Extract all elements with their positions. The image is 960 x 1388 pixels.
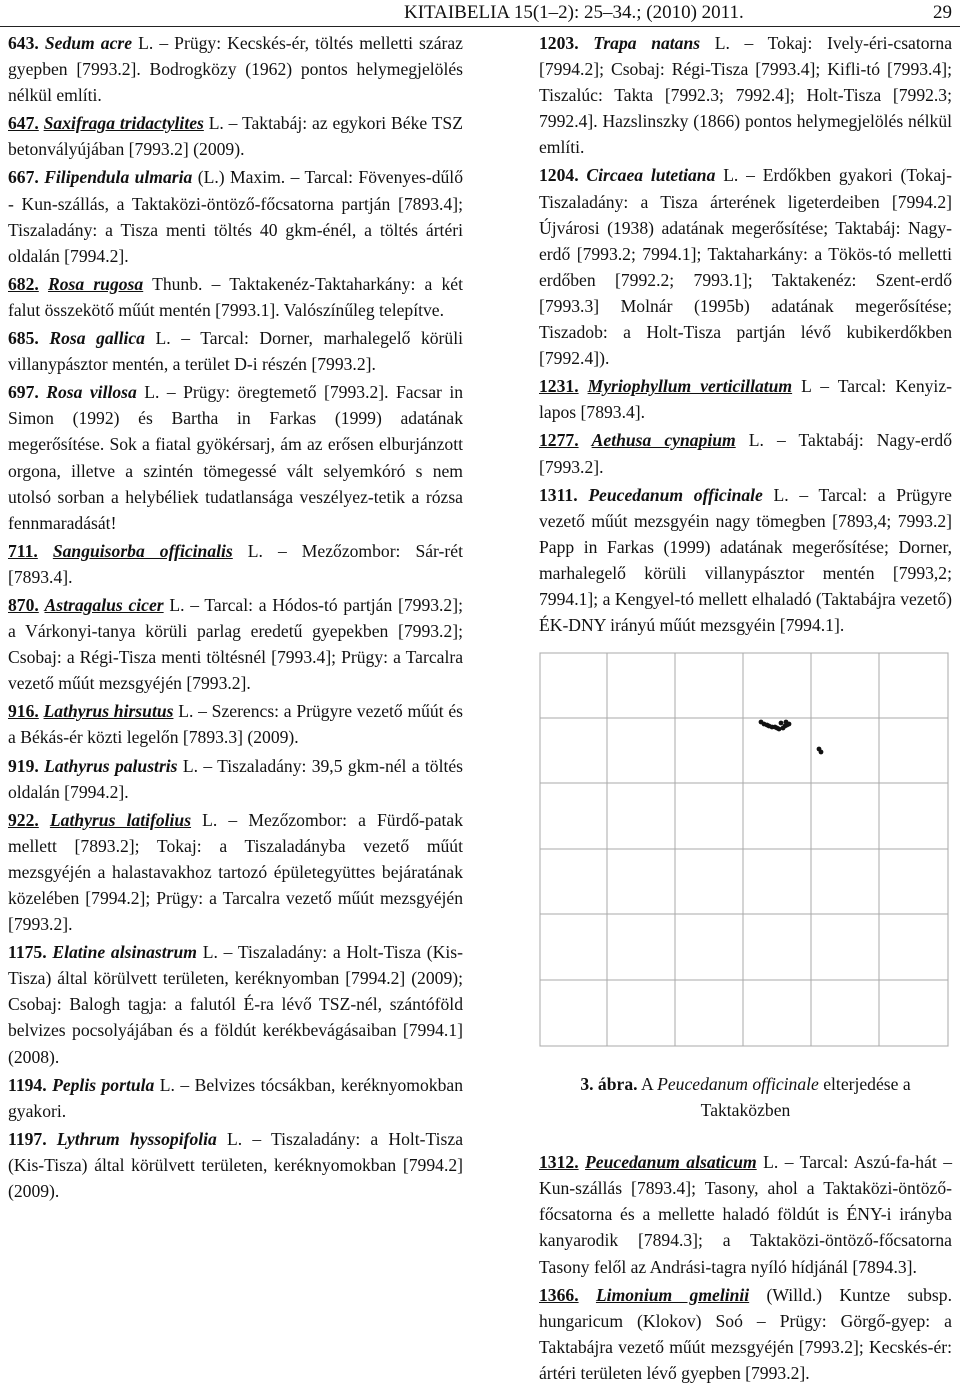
- species-name: Lathyrus palustris: [44, 755, 178, 776]
- species-entry: [539, 482, 952, 639]
- species-author: (L.) Maxim.: [197, 167, 286, 188]
- species-number: 1366.: [539, 1284, 579, 1305]
- species-number: 1312.: [539, 1152, 579, 1173]
- species-entry: [8, 271, 463, 323]
- species-number: 697.: [8, 382, 39, 403]
- species-number: 1277.: [539, 430, 579, 451]
- species-name: Myriophyllum verticillatum: [587, 376, 793, 397]
- species-name: Lathyrus latifolius: [49, 809, 192, 830]
- species-record: – Mezőzombor: Sár-rét [7893.4].: [8, 540, 463, 587]
- species-number: 1197.: [8, 1128, 47, 1149]
- species-author: L.: [144, 382, 160, 403]
- occurrence-dot: [779, 721, 784, 726]
- right-column-entries-top: [539, 30, 952, 638]
- species-name: Saxifraga tridactylites: [43, 113, 204, 134]
- species-name: Trapa natans: [593, 33, 701, 53]
- figure-caption-post: elterjedése a Taktaközben: [700, 1074, 911, 1121]
- species-record: – Tarcal: Aszú-fa-hát – Kun-szállás [7893.4]; Tasony, ahol a Taktaközi-öntöző-főcsatorna és a mellette haladó földút is ÉNY-i irányba kanyarodik [7894.3]; a Taktaközi-öntöző-főcsatorna Tasony felől az Andrási-tagra nyíló hídjánál [7894.3].: [539, 1152, 953, 1277]
- species-record: – Prügy: Kecskés-ér, töltés melletti száraz gyepben [7993.2]. Bodrogközy (1962) pontos helymegjelölés nélkül említi.: [8, 33, 463, 106]
- species-name: Rosa villosa: [46, 382, 137, 403]
- species-author: L.: [155, 328, 171, 349]
- species-entry: [8, 30, 463, 108]
- species-author: L.: [247, 540, 263, 561]
- species-name: Peucedanum officinale: [588, 484, 763, 505]
- species-record: – Taktabáj: az egykori Béke TSZ betonvályújában [7993.2] (2009).: [8, 113, 463, 160]
- species-name: Sanguisorba officinalis: [52, 540, 233, 561]
- species-author: L.: [227, 1128, 243, 1149]
- species-entry: [8, 164, 463, 268]
- species-entry: [8, 379, 463, 536]
- species-author: L.: [202, 809, 218, 830]
- figure-caption: [539, 1071, 952, 1123]
- species-record: – Tarcal: a Prügyre vezető műút mezsgyéin nagy tömegben [7893,4; 7993.2] Papp in Farkas (1999) adatának megerősítése; Dorner, marhalegelő körüli villanypásztor mentén [7993,2; 7994.1]; a Kengyel-tó mellett elhaladó (Taktabájra vezető) ÉK-DNY irányú műút mezsgyéin [7994.1].: [539, 484, 952, 636]
- journal-citation: KITAIBELIA 15(1–2): 25–34.; (2010) 2011.: [404, 2, 744, 23]
- species-name: Filipendula ulmaria: [44, 167, 193, 188]
- species-name: Peplis portula: [52, 1074, 155, 1095]
- species-entry: [8, 325, 463, 377]
- species-author: L.: [763, 1152, 779, 1173]
- species-entry: [8, 1126, 463, 1204]
- species-number: 922.: [8, 809, 39, 830]
- species-number: 1231.: [539, 376, 579, 397]
- species-author: L.: [178, 701, 194, 722]
- species-entry: [8, 1072, 463, 1124]
- species-record: – Tarcal: Kenyiz-lapos [7893.4].: [539, 376, 952, 423]
- species-name: Astragalus cicer: [44, 594, 164, 615]
- species-number: 916.: [8, 701, 39, 722]
- species-entry: [539, 1282, 952, 1386]
- figure-caption-pre: A: [640, 1074, 653, 1095]
- species-name: Sedum acre: [44, 33, 133, 53]
- right-column: [539, 30, 952, 1388]
- occurrence-dot: [777, 727, 782, 732]
- left-column: [8, 30, 463, 1206]
- species-name: Rosa gallica: [49, 328, 145, 349]
- occurrence-dot: [819, 750, 824, 755]
- species-number: 1204.: [539, 165, 579, 186]
- species-author: Thunb.: [152, 273, 203, 294]
- species-name: Circaea lutetiana: [586, 165, 716, 186]
- species-entry: [539, 373, 952, 425]
- species-record: – Tarcal: Fövenyes-dűlő - Kun-szállás, a Taktaközi-öntöző-főcsatorna partján [7893.4]; Tiszaladány: a Tisza menti töltés 40 gkm-énél, a töltés ártéri oldalán [7994.2].: [8, 167, 463, 266]
- species-author: L.: [748, 430, 764, 451]
- species-name: Aethusa cynapium: [591, 430, 736, 451]
- occurrence-dot: [784, 720, 789, 725]
- species-record: – Prügy: Görgő-gyep: a Taktabájra vezető műút mezsgyéjén [7993.2]; Kecskés-ér: ártéri területen lévő gyepben [7993.2].: [539, 1310, 952, 1383]
- species-entry: [8, 939, 463, 1069]
- species-entry: [8, 592, 463, 696]
- species-entry: [8, 753, 463, 805]
- species-record: – Taktabáj: Nagy-erdő [7993.2].: [539, 430, 953, 477]
- species-number: 1194.: [8, 1074, 47, 1095]
- species-record: – Tokaj: Ively-éri-csatorna [7994.2]; Csobaj: Régi-Tisza [7993.4]; Kifli-tó [7993.4]; Tiszalúc: Takta [7992.3; 7992.4]; Holt-Tisza [7992.3; 7992.4]. Hazslinszky (1866) pontos helymegjelölés nélkül említi.: [539, 33, 952, 158]
- species-record: – Mezőzombor: a Fürdő-patak mellett [7893.2]; Tokaj: a Tiszaladányba vezető műút mezsgyéjén a halastavakhoz tartozó épületegyüttes bejáratának közelében [7994.2]; Prügy: a Tarcalra vezető műút mezsgyéjén [7993.2].: [8, 809, 464, 935]
- distribution-map: [539, 652, 949, 1047]
- grid-map-svg: [539, 652, 949, 1047]
- species-number: 711.: [8, 540, 38, 561]
- species-number: 870.: [8, 594, 39, 615]
- species-entry: [8, 538, 463, 590]
- species-name: Peucedanum alsaticum: [585, 1152, 757, 1173]
- species-author: L: [801, 376, 812, 397]
- species-number: 685.: [8, 328, 39, 349]
- species-entry: [539, 30, 952, 160]
- species-record: – Tarcal: a Hódos-tó partján [7993.2]; a Várkonyi-tanya körüli parlag eredetű gyepekben [7993.2]; Csobaj: a Régi-Tisza menti töltésnél [7993.4]; Prügy: a Tarcalra vezető műút mezsgyéjén [7993.2].: [8, 594, 463, 694]
- species-author: L.: [169, 594, 185, 615]
- species-author: L.: [159, 1074, 175, 1095]
- running-header: [0, 0, 960, 27]
- species-number: 1175.: [8, 942, 47, 963]
- species-number: 643.: [8, 33, 39, 53]
- species-record: – Tiszaladány: a Holt-Tisza (Kis-Tisza) által körülvett területen, keréknyomban [7994.2] (2009); Csobaj: Balogh tagja: a falutól É-ra lévő TSZ-nél, szántóföld belvizes pocsolyájában és a földút kerékbevágásaiban [7994.1] (2008).: [8, 942, 463, 1067]
- species-author: (Willd.) Kuntze subsp. hungaricum (Klokov) Soó: [539, 1284, 952, 1331]
- species-name: Rosa rugosa: [47, 273, 144, 294]
- species-record: – Tiszaladány: a Holt-Tisza (Kis-Tisza) által körülvett területen, keréknyomokban [7994.2] (2009).: [8, 1128, 464, 1202]
- species-name: Elatine alsinastrum: [52, 942, 197, 963]
- species-number: 682.: [8, 273, 39, 294]
- species-record: – Szerencs: a Prügyre vezető műút és a Békás-ér közti legelőn [7893.3] (2009).: [8, 701, 464, 748]
- species-number: 919.: [8, 755, 39, 776]
- figure-label: 3. ábra.: [580, 1074, 638, 1095]
- species-author: L.: [773, 484, 789, 505]
- species-entry: [539, 162, 952, 371]
- species-record: – Erdőkben gyakori (Tokaj-Tiszaladány: a Tisza árterének ligeterdeiben [7994.2] Újvárosi (1938) adatának megerősítése; Taktabáj: Nagy-erdő [7993.2; 7994.1]; Taktaharkány: a Tökös-tó melletti erdőben [7992.2; 7993.1]; Taktakenéz: Szent-erdő [7993.3] Molnár (1995b) adatának megerősítése; Tiszadob: a Holt-Tisza partján lévő kubikerdőkben [7992.4]).: [539, 165, 952, 369]
- species-name: Lythrum hyssopifolia: [56, 1128, 217, 1149]
- species-record: – Belvizes tócsákban, keréknyomokban gyakori.: [8, 1074, 463, 1121]
- figure-caption-species: Peucedanum officinale: [657, 1074, 819, 1095]
- species-author: L.: [202, 942, 218, 963]
- species-number: 1311.: [539, 484, 578, 505]
- species-record: – Tiszaladány: 39,5 gkm-nél a töltés oldalán [7994.2].: [8, 755, 464, 802]
- species-author: L.: [208, 113, 224, 134]
- species-record: – Tarcal: Dorner, marhalegelő körüli villanypásztor mentén, a terület D-i részén [7993.2].: [8, 328, 463, 375]
- species-number: 667.: [8, 167, 39, 188]
- species-name: Limonium gmelinii: [595, 1284, 750, 1305]
- right-column-entries-bottom: [539, 1149, 952, 1386]
- species-record: – Prügy: öregtemető [7993.2]. Facsar in Simon (1992) és Bartha in Farkas (1999) adatának megerősítése. Sok a fiatal gyökérsarj, ám az erősen elburjánzott orgona, illetve a szintén tömegessé vált selyemkóró s nem utolsó sorban a helybéliek tudatlansága veszélyez-tetik a rózsa fennmaradását!: [8, 382, 464, 533]
- species-entry: [8, 698, 463, 750]
- species-entry: [8, 110, 463, 162]
- species-entry: [8, 807, 463, 937]
- species-entry: [539, 1149, 952, 1279]
- species-author: L.: [138, 33, 154, 53]
- species-record: – Taktakenéz-Taktaharkány: a két falut összekötő műút mentén [7993.1]. Valószínűleg telepítve.: [8, 273, 463, 320]
- species-author: L.: [723, 165, 739, 186]
- species-author: L.: [182, 755, 199, 776]
- species-author: L.: [714, 33, 730, 53]
- species-name: Lathyrus hirsutus: [43, 701, 174, 722]
- species-entry: [539, 427, 952, 479]
- species-number: 1203.: [539, 33, 579, 53]
- page-number: 29: [933, 2, 952, 23]
- species-number: 647.: [8, 113, 39, 134]
